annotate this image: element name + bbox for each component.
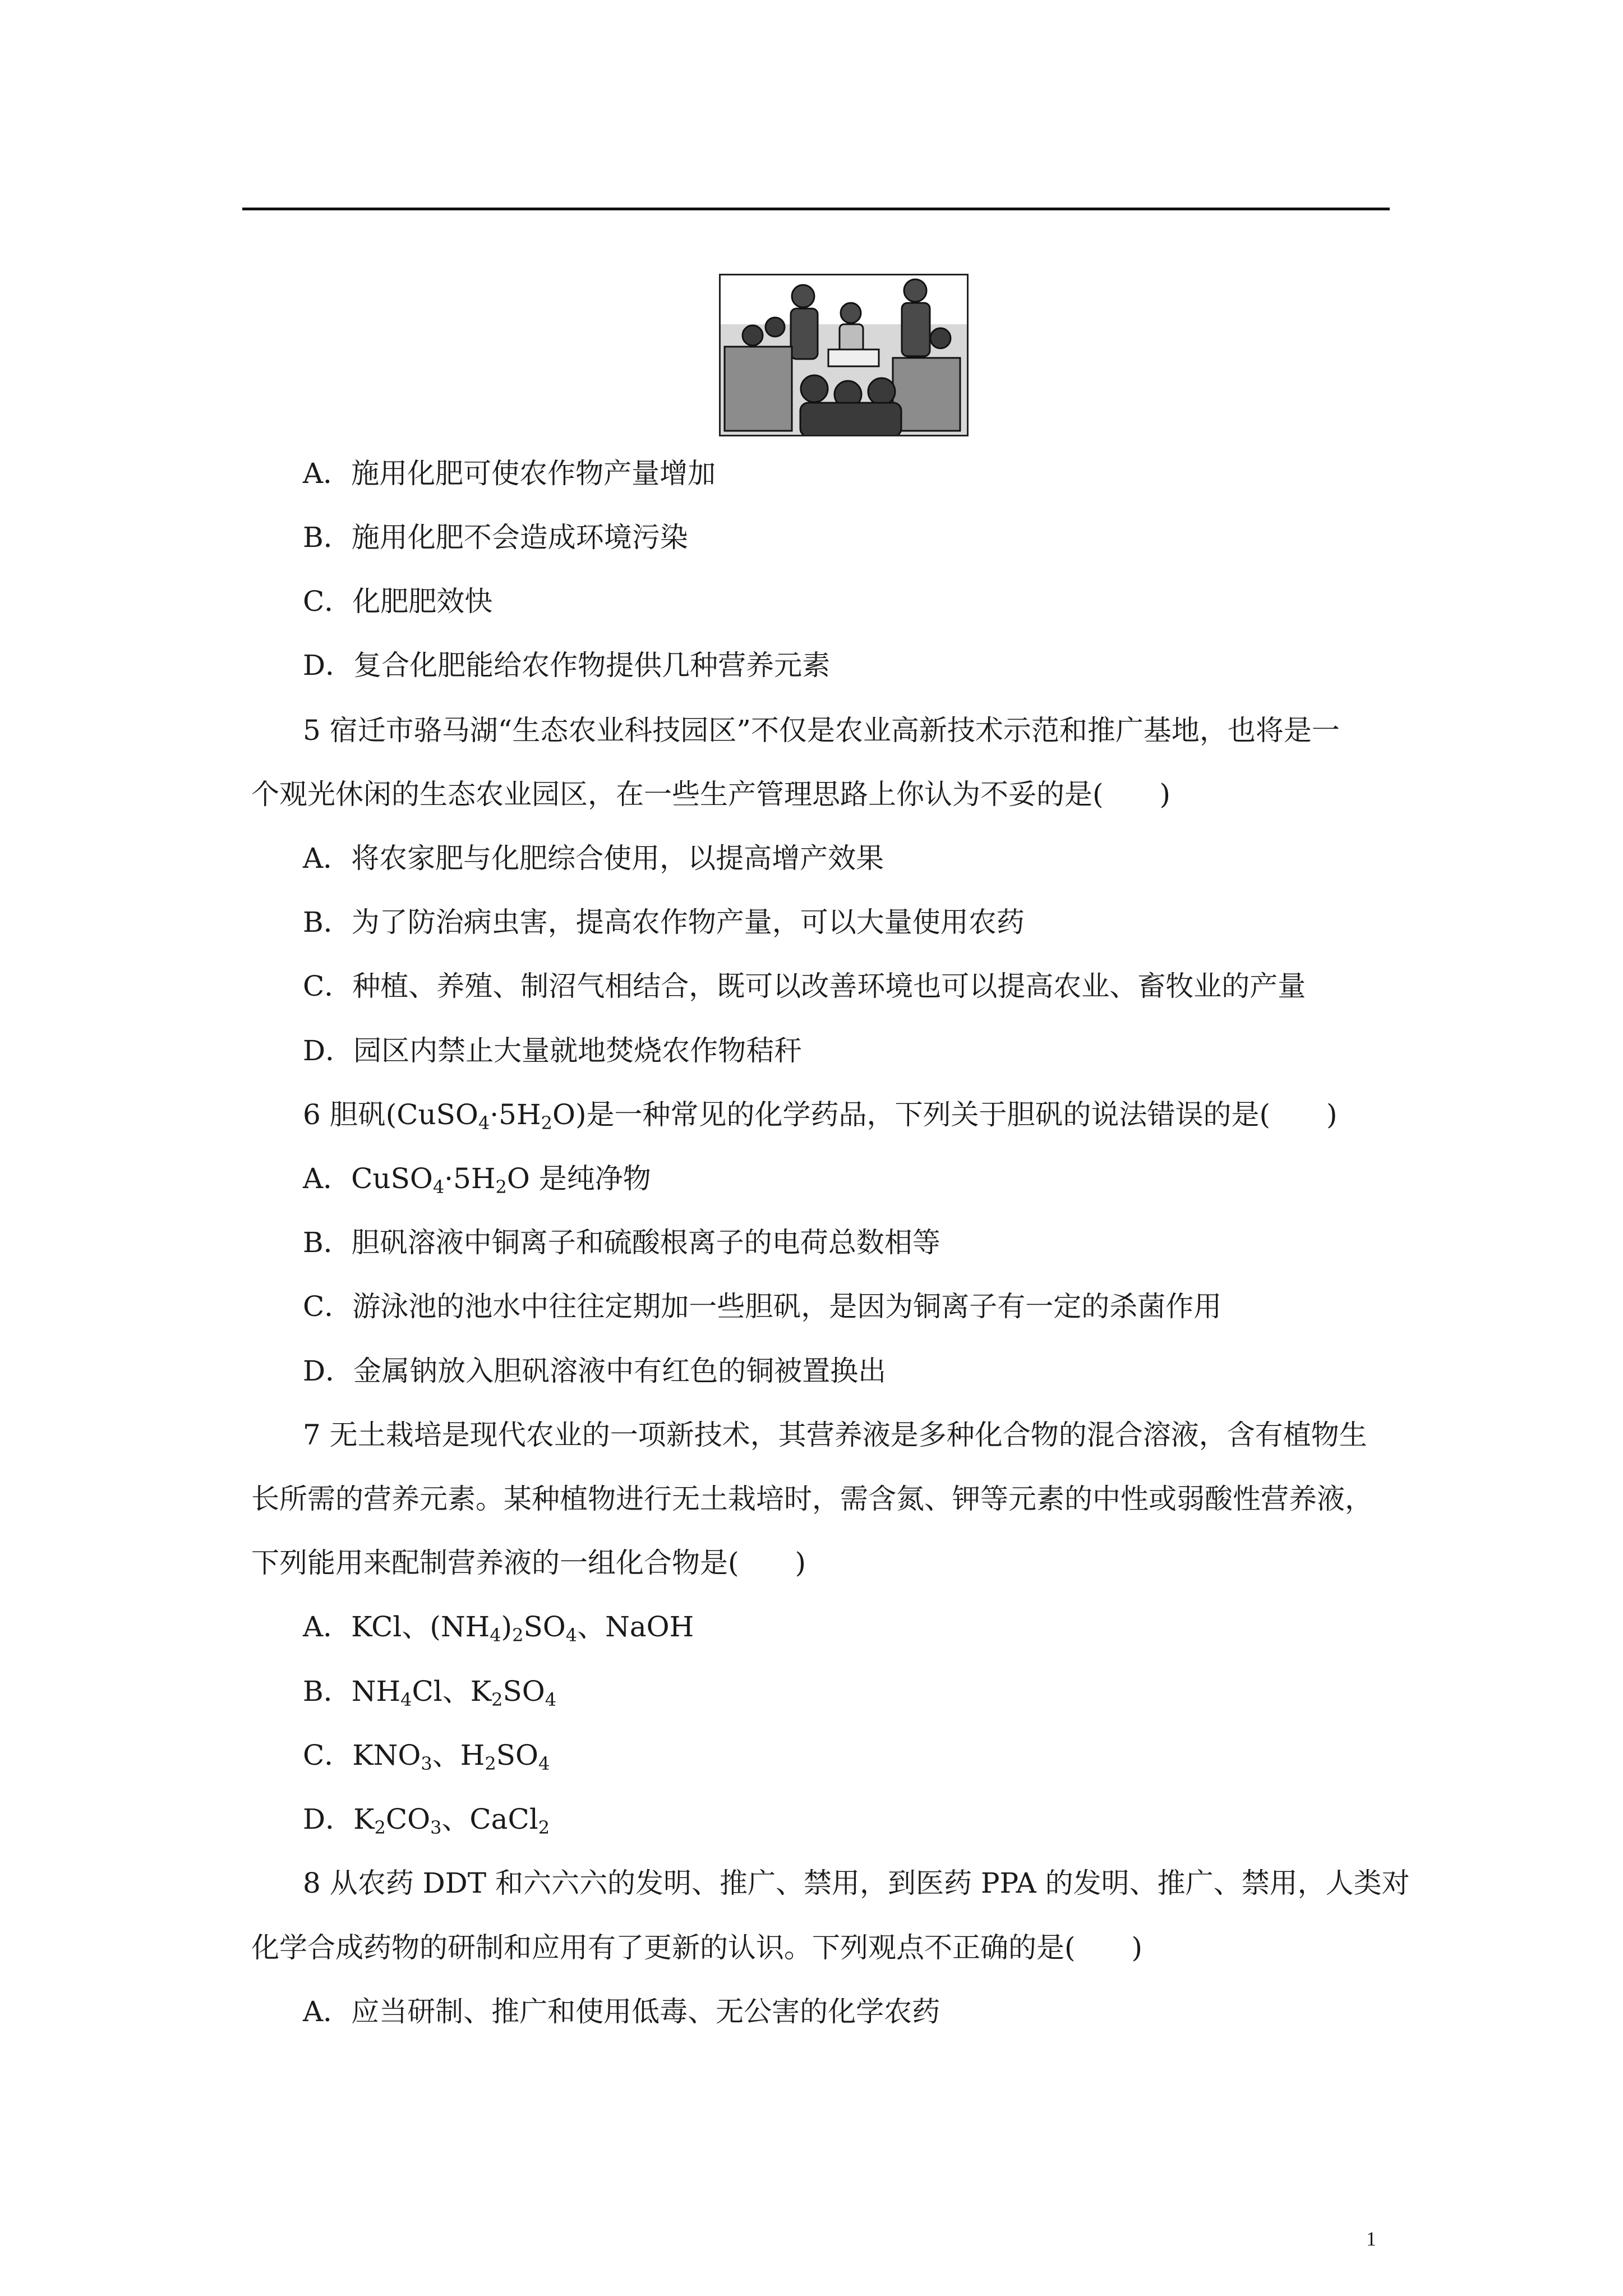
q4-option-c: C．化肥肥效快 [303,585,493,618]
q8-option-a: A．应当研制、推广和使用低毒、无公害的化学农药 [303,1995,940,2028]
q6-option-b: B．胆矾溶液中铜离子和硫酸根离子的电荷总数相等 [303,1226,940,1259]
q8-stem-line2: 化学合成药物的研制和应用有了更新的认识。下列观点不正确的是( ) [251,1931,1143,1964]
q6-option-c: C．游泳池的池水中往往定期加一些胆矾，是因为铜离子有一定的杀菌作用 [303,1290,1222,1323]
q5-option-c: C．种植、养殖、制沼气相结合，既可以改善环境也可以提高农业、畜牧业的产量 [303,970,1306,1002]
q5-stem-line1: 5 宿迁市骆马湖“生态农业科技园区”不仅是农业高新技术示范和推广基地，也将是一 [303,714,1340,747]
q7-option-b: B．$NH_4Cl$、$K_2SO_4$ [303,1675,557,1710]
q7-stem-line2: 长所需的营养元素。某种植物进行无土栽培时，需含氮、钾等元素的中性或弱酸性营养液， [251,1483,1373,1515]
classroom-discussion-illustration [719,274,969,436]
q5-option-b: B．为了防治病虫害，提高农作物产量，可以大量使用农药 [303,906,1025,938]
q6-stem: 6 胆矾$(CuSO_4\cdot 5H_2O)$是一种常见的化学药品，下列关于胆矾的说法错误的是( ) [303,1098,1338,1134]
q5-stem-line2: 个观光休闲的生态农业园区，在一些生产管理思路上你认为不妥的是( ) [251,778,1171,811]
q6-option-d: D．金属钠放入胆矾溶液中有红色的铜被置换出 [303,1355,887,1387]
page-number: 1 [1366,2228,1376,2250]
q5-option-a: A．将农家肥与化肥综合使用，以提高增产效果 [303,842,884,875]
q8-stem-line1: 8 从农药 DDT 和六六六的发明、推广、禁用，到医药 PPA 的发明、推广、禁用，人类对 [303,1867,1410,1899]
q7-option-d: D．$K_2CO_3$、CaCl$_2$ [303,1803,550,1838]
q4-option-a: A．施用化肥可使农作物产量增加 [303,457,716,490]
q7-option-c: C．$KNO_3$、$H_2SO_4$ [303,1739,550,1774]
q4-option-d: D．复合化肥能给农作物提供几种营养元素 [303,649,831,682]
q7-stem-line1: 7 无土栽培是现代农业的一项新技术，其营养液是多种化合物的混合溶液，含有植物生 [303,1419,1367,1451]
q6-option-a: A．$CuSO_4\cdot 5H_2O$ 是纯净物 [303,1162,651,1198]
q4-option-b: B．施用化肥不会造成环境污染 [303,521,688,554]
header-rule [242,208,1390,210]
q5-option-d: D．园区内禁止大量就地焚烧农作物秸秆 [303,1034,803,1067]
q7-option-a: A．KCl、$(NH_4)_2SO_4$、NaOH [303,1611,694,1646]
q7-stem-line3: 下列能用来配制营养液的一组化合物是( ) [251,1547,806,1579]
